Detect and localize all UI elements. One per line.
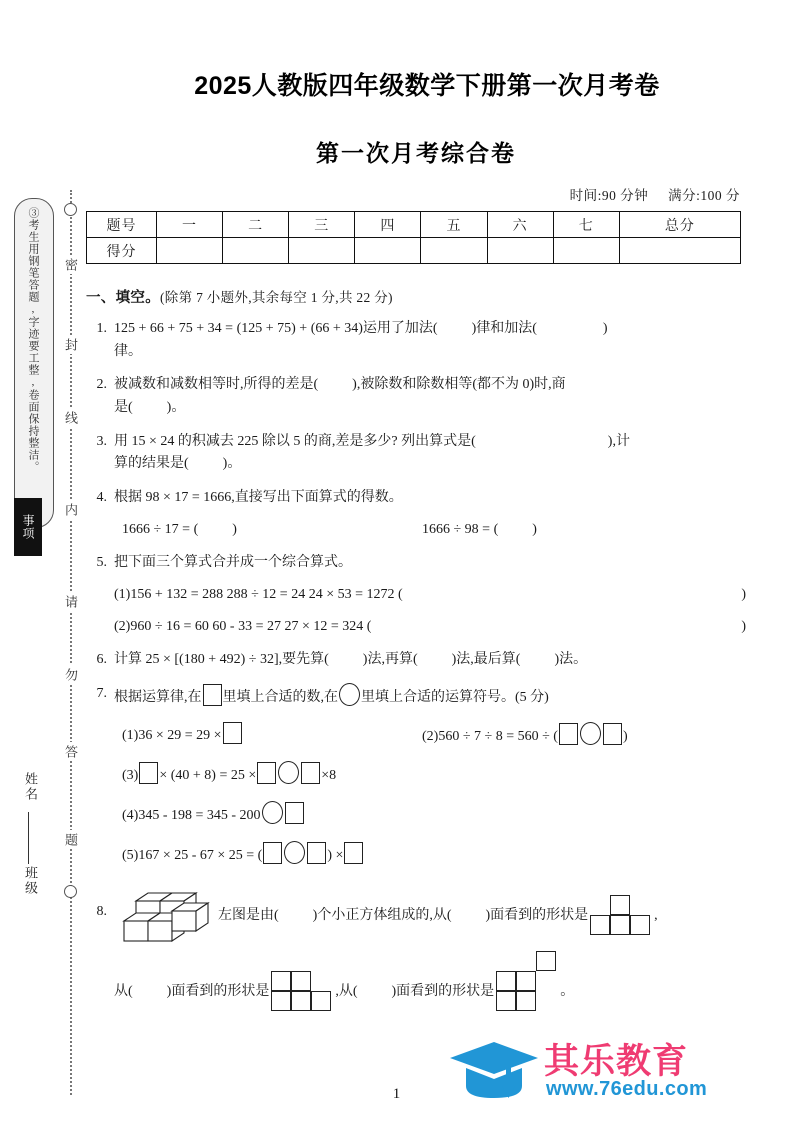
question-5-sub-1-text: (1)156 + 132 = 288 288 ÷ 12 = 24 24 × 53 = 1272 (	[114, 587, 403, 603]
page-subtitle: 第一次月考综合卷	[316, 141, 516, 166]
question-4-expr-right-end: )	[532, 521, 537, 537]
question-1-number: 1.	[96, 321, 107, 336]
section-heading-note: (除第 7 小题外,其余每空 1 分,共 22 分)	[160, 290, 393, 305]
question-7-sub-5-circle[interactable]	[284, 841, 305, 864]
question-6	[86, 649, 746, 672]
question-6-text-b: )法,再算(	[362, 652, 418, 668]
question-7-text-c: 里填上合适的运算符号。(5 分)	[361, 690, 549, 706]
brand-url: www.76edu.com	[546, 1078, 708, 1100]
question-8-text-h: )面看到的形状是	[391, 984, 495, 1000]
shape-front-view-icon	[590, 895, 652, 937]
question-7-sub-5-box-1[interactable]	[263, 842, 282, 864]
question-2-number: 2.	[96, 377, 107, 393]
question-7-sub-2-text: (2)560 ÷ 7 ÷ 8 = 560 ÷ (	[422, 728, 558, 744]
score-cell-7[interactable]	[619, 238, 740, 264]
brand-name: 其乐教育	[544, 1042, 689, 1081]
question-7-box-example[interactable]	[203, 684, 222, 706]
question-5-sub-2-text: (2)960 ÷ 16 = 60 60 - 33 = 27 27 × 12 = 324 (	[114, 618, 372, 634]
question-8-line-2	[114, 971, 746, 1013]
question-7-sub-5-box-3[interactable]	[344, 842, 363, 864]
question-7-sub-3-box-1[interactable]	[139, 762, 158, 784]
question-4-expr-left	[122, 519, 422, 542]
question-8-text-c: )面看到的形状是	[485, 908, 589, 924]
question-1	[86, 318, 746, 363]
question-7-number: 7.	[96, 686, 107, 702]
question-7-sub-1-text: (1)36 × 29 = 29 ×	[122, 727, 222, 743]
question-8-text-i: 。	[560, 984, 575, 1000]
question-2-text-b: ),被除数和除数相等(都不为 0)时,商	[352, 377, 566, 393]
seal-char-4: 请	[62, 592, 80, 611]
question-2	[86, 374, 746, 419]
question-8-number: 8.	[96, 904, 107, 920]
question-8-text-e: 从(	[114, 984, 133, 1000]
exam-time: 时间:90 分钟	[569, 188, 649, 203]
score-cell-0[interactable]	[157, 238, 223, 264]
question-4-expressions	[114, 519, 746, 542]
question-8-text-d: ,	[654, 908, 658, 924]
seal-char-1: 封	[62, 335, 80, 354]
question-7-circle-example[interactable]	[339, 683, 360, 706]
question-2-line2	[114, 397, 746, 420]
seal-char-0: 密	[62, 255, 80, 274]
question-6-text-a: 计算 25 × [(180 + 492) ÷ 32],要先算(	[114, 652, 329, 668]
score-col-4: 五	[421, 212, 487, 238]
page-number: 1	[392, 1086, 401, 1102]
page-title: 2025人教版四年级数学下册第一次月考卷	[194, 72, 660, 100]
seal-char-6: 答	[62, 742, 80, 761]
question-7-sub-5-box-2[interactable]	[307, 842, 326, 864]
question-6-text-c: )法,最后算(	[451, 652, 521, 668]
question-3-text-b: ),计	[607, 433, 630, 449]
question-8-text-g: ,从(	[335, 984, 358, 1000]
score-cell-2[interactable]	[289, 238, 355, 264]
question-6-number: 6.	[96, 652, 107, 668]
score-col-1: 二	[223, 212, 289, 238]
exam-full-score: 满分:100 分	[668, 188, 740, 203]
question-7-sub-2-box-2[interactable]	[603, 723, 622, 745]
question-5-number: 5.	[96, 555, 107, 571]
seal-circle-top	[64, 203, 77, 216]
question-4-expr-right	[422, 519, 537, 542]
score-table	[86, 211, 741, 264]
question-4-text: 根据 98 × 17 = 1666,直接写出下面算式的得数。	[114, 490, 403, 506]
seal-dashed-line	[70, 190, 72, 1095]
question-7-sub-5	[114, 841, 746, 868]
question-6-text-d: )法。	[554, 652, 588, 668]
question-8-text-b: )个小正方体组成的,从(	[312, 908, 452, 924]
question-3-text-a: 用 15 × 24 的积减去 225 除以 5 的商,差是多少? 列出算式是(	[114, 433, 476, 449]
question-7-sub-4-circle[interactable]	[262, 801, 283, 824]
table-row-question-numbers	[87, 212, 741, 238]
question-1-text-c: )	[602, 321, 608, 336]
question-3-text-c: 算的结果是(	[114, 456, 189, 472]
question-5-text: 把下面三个算式合并成一个综合算式。	[114, 555, 352, 571]
shape-side-view-icon	[496, 971, 558, 1013]
score-cell-4[interactable]	[421, 238, 487, 264]
section-heading-title: 一、填空。	[86, 290, 160, 306]
question-2-text-c: 是(	[114, 400, 133, 416]
question-4-expr-left-end: )	[232, 521, 237, 537]
question-1-text-b: )律和加法(	[471, 321, 537, 336]
cube-stack-icon	[114, 885, 218, 947]
question-7-sub-4-box[interactable]	[285, 802, 304, 824]
score-row-label-0: 题号	[87, 212, 157, 238]
seal-char-3: 内	[62, 500, 80, 519]
question-7-sub-5-pre: (5)167 × 25 - 67 × 25 = (	[122, 847, 263, 863]
score-cell-6[interactable]	[553, 238, 619, 264]
question-7-sub-3-post: ×8	[321, 768, 337, 784]
exam-meta	[86, 184, 746, 204]
question-3-number: 3.	[96, 433, 107, 449]
question-7-sub-2-box-1[interactable]	[559, 723, 578, 745]
question-1-text-a: 125 + 66 + 75 + 34 = (125 + 75) + (66 + 34)运用了加法(	[114, 321, 438, 336]
question-8	[86, 885, 746, 1013]
score-row-label-1: 得分	[87, 238, 157, 264]
question-5-sub-1-end: )	[741, 587, 746, 603]
question-8-text-a: 左图是由(	[218, 908, 279, 924]
question-5-blank-2[interactable]	[371, 616, 741, 639]
question-7-sub-3-box-2[interactable]	[257, 762, 276, 784]
question-7-sub-3-circle[interactable]	[278, 761, 299, 784]
name-field-rule	[28, 812, 29, 864]
question-7-sub-3-mid: × (40 + 8) = 25 ×	[159, 768, 257, 784]
question-7-sub-3-pre: (3)	[122, 768, 139, 784]
score-cell-5[interactable]	[487, 238, 553, 264]
score-col-0: 一	[157, 212, 223, 238]
question-7-sub-4-text: (4)345 - 198 = 345 - 200	[122, 808, 261, 824]
shape-top-view-icon	[271, 971, 333, 1013]
seal-char-2: 线	[62, 408, 80, 427]
score-col-6: 七	[553, 212, 619, 238]
question-5-sub-2	[114, 616, 746, 639]
table-row-scores	[87, 238, 741, 264]
seal-char-7: 题	[62, 830, 80, 849]
name-field-label: 姓名	[23, 772, 38, 802]
seal-char-5: 勿	[62, 665, 80, 684]
question-7-sub-2-end: )	[622, 728, 628, 744]
section-heading	[86, 286, 746, 307]
score-col-2: 三	[289, 212, 355, 238]
question-7-sub-5-mid: ) ×	[327, 847, 344, 863]
question-7-sub-2	[422, 722, 628, 749]
question-7	[86, 683, 746, 867]
left-margin-rail	[0, 0, 78, 1121]
question-8-text-f: )面看到的形状是	[166, 984, 270, 1000]
question-5-sub-1	[114, 584, 746, 607]
question-7-sub-2-circle[interactable]	[580, 722, 601, 745]
question-7-sub-1	[122, 722, 422, 749]
question-5-sub-2-end: )	[741, 618, 746, 634]
question-7-sub-3	[114, 761, 746, 788]
question-1-text-d: 律。	[114, 343, 142, 359]
exam-notice-tab: 事项	[14, 498, 42, 556]
question-7-text-a: 根据运算律,在	[114, 690, 202, 706]
question-7-text-b: 里填上合适的数,在	[222, 690, 338, 706]
question-7-sub-4	[114, 801, 746, 828]
question-3	[86, 431, 746, 476]
score-cell-1[interactable]	[223, 238, 289, 264]
score-col-5: 六	[487, 212, 553, 238]
score-col-7: 总分	[619, 212, 740, 238]
score-col-3: 四	[355, 212, 421, 238]
question-3-text-d: )。	[222, 456, 242, 472]
question-4-number: 4.	[96, 490, 107, 506]
question-7-sub-3-box-3[interactable]	[301, 762, 320, 784]
score-cell-3[interactable]	[355, 238, 421, 264]
question-3-line2	[114, 453, 746, 476]
question-5-blank-1[interactable]	[403, 584, 742, 607]
question-7-row-1	[114, 722, 746, 749]
question-2-text-d: )。	[166, 400, 186, 416]
seal-circle-bottom	[64, 885, 77, 898]
question-2-text-a: 被减数和减数相等时,所得的差是(	[114, 377, 319, 393]
exam-notice-text: ③考生用钢笔答题,字迹要工整,卷面保持整洁。	[14, 198, 54, 528]
question-8-line-1	[114, 885, 746, 947]
question-7-sub-1-box[interactable]	[223, 722, 242, 744]
question-5	[86, 552, 746, 638]
question-4-expr-left-text: 1666 ÷ 17 = (	[122, 521, 199, 537]
question-4-expr-right-text: 1666 ÷ 98 = (	[422, 521, 499, 537]
question-4	[86, 487, 746, 541]
main-content	[86, 0, 746, 1013]
class-field-label: 班级	[23, 866, 38, 896]
